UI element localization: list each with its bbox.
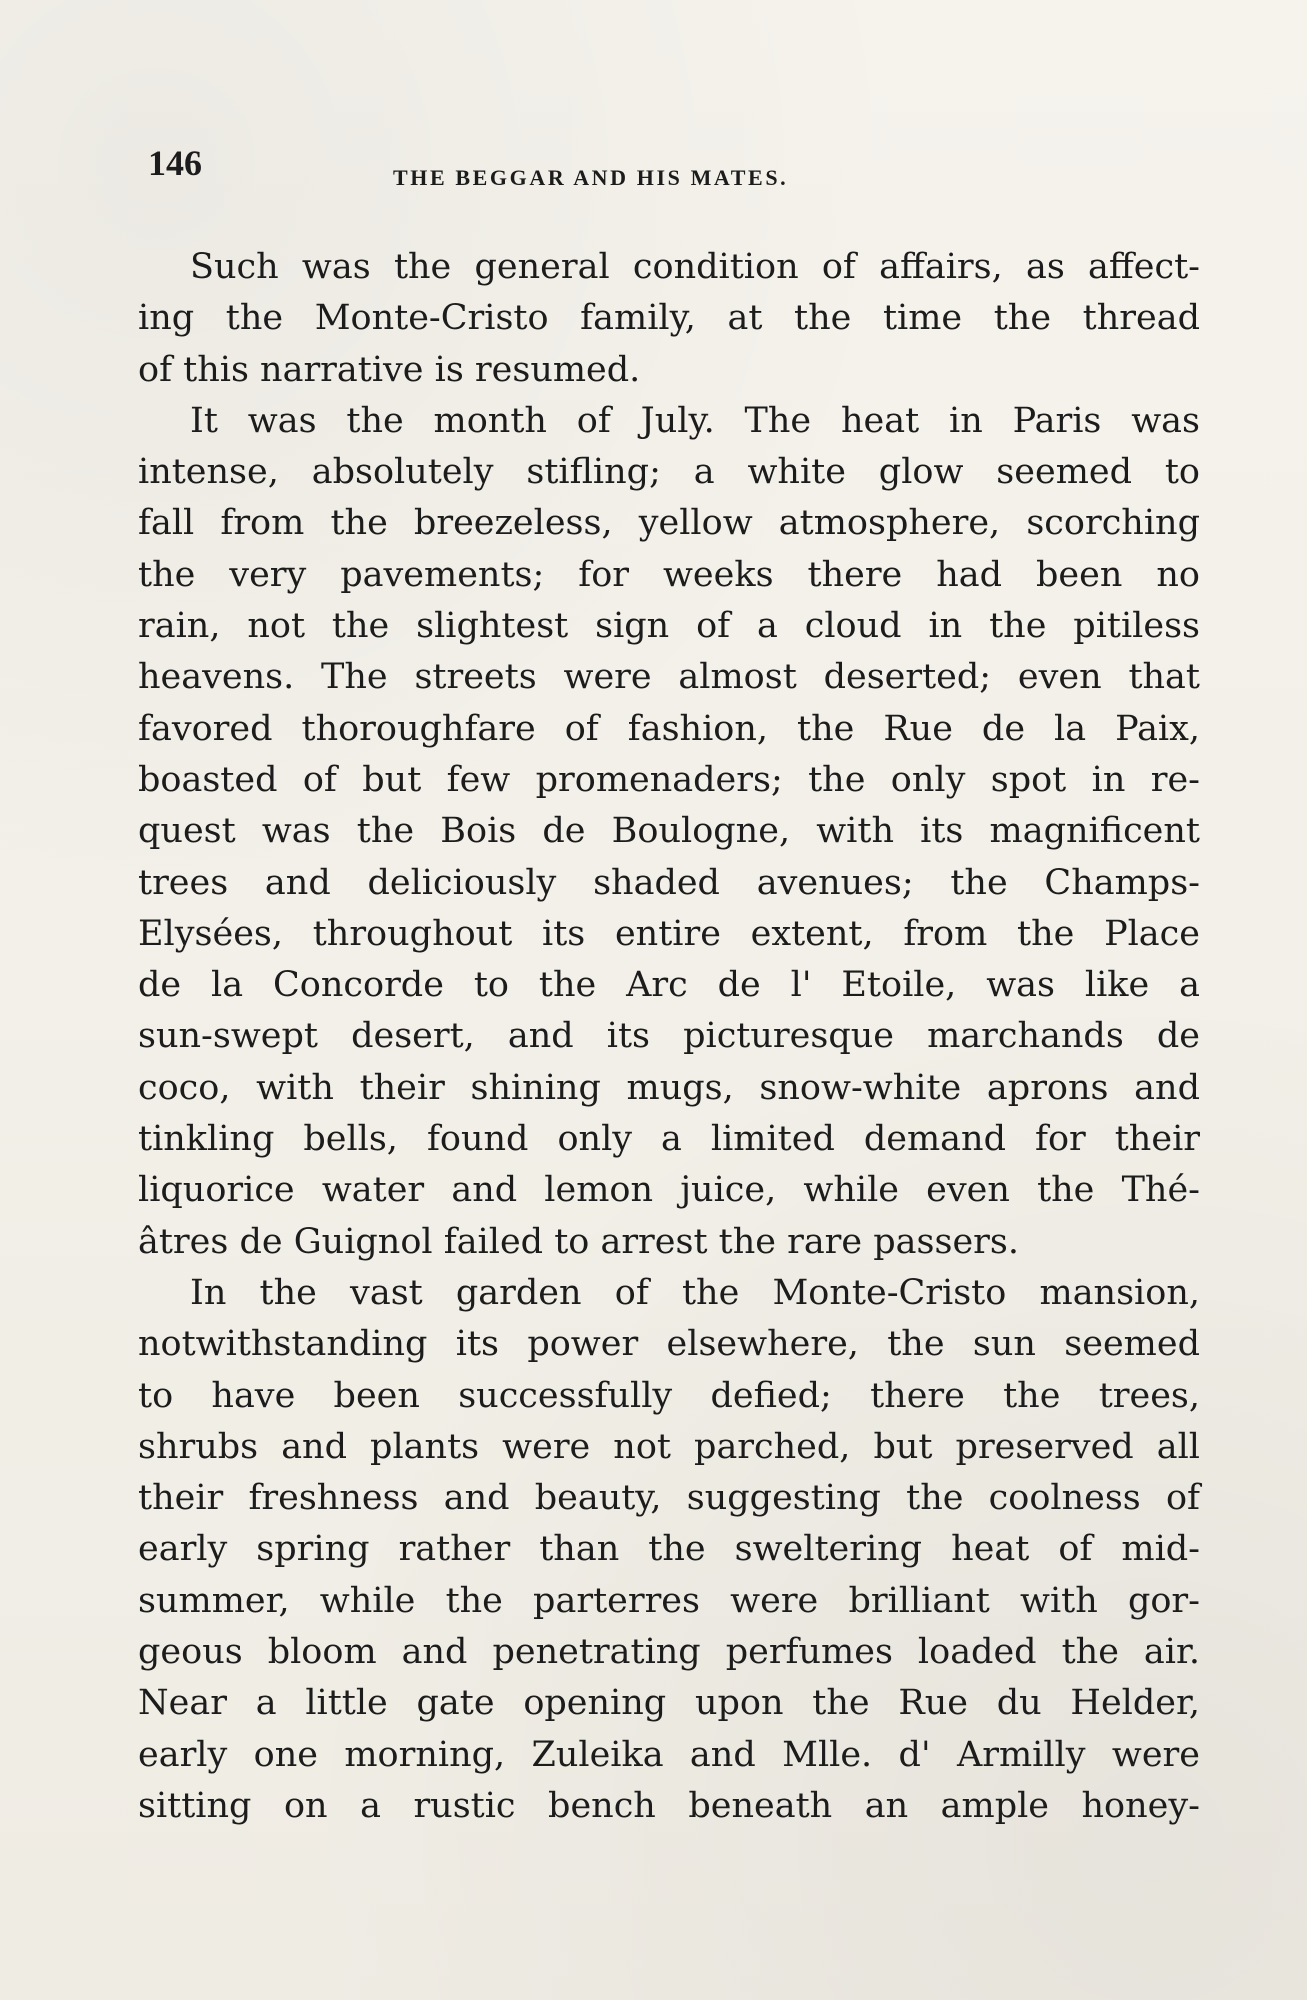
text-line: de la Concorde to the Arc de l' Etoile, was like a [138,965,1200,1006]
text-line: Elysées, throughout its entire extent, from the Place [138,913,1200,954]
page-number: 146 [148,143,202,183]
text-line: to have been successfully defied; there the trees, [138,1375,1200,1416]
text-line: notwithstanding its power elsewhere, the sun seemed [138,1324,1200,1365]
text-line: early spring rather than the sweltering heat of mid- [138,1529,1200,1570]
text-line: Near a little gate opening upon the Rue du Helder, [138,1683,1200,1724]
text-line: boasted of but few promenaders; the only spot in re- [138,759,1200,800]
text-line: sitting on a rustic bench beneath an ample honey- [138,1785,1200,1826]
text-line: summer, while the parterres were brilliant with gor- [138,1580,1200,1621]
text-line: Such was the general condition of affairs, as affect- [190,247,1200,287]
text-line: of this narrative is resumed. [138,349,641,390]
text-line: In the vast garden of the Monte-Cristo mansion, [190,1272,1200,1313]
text-line: ing the Monte-Cristo family, at the time the thread [138,298,1200,339]
text-line: the very pavements; for weeks there had been no [138,554,1200,595]
text-line: It was the month of July. The heat in Paris was [190,400,1200,441]
text-line: early one morning, Zuleika and Mlle. d' Armilly were [138,1734,1200,1775]
text-line: liquorice water and lemon juice, while even the Thé- [138,1170,1200,1211]
text-line: trees and deliciously shaded avenues; the Champs- [138,862,1200,903]
text-line: rain, not the slightest sign of a cloud in the pitiless [138,606,1200,647]
text-line: favored thoroughfare of fashion, the Rue de la Paix, [138,708,1200,749]
text-line: âtres de Guignol failed to arrest the rare passers. [138,1221,1019,1262]
text-line: heavens. The streets were almost deserted; even that [138,657,1200,698]
text-line: tinkling bells, found only a limited demand for their [138,1119,1200,1160]
page-header [148,145,1168,205]
running-head: THE BEGGAR AND HIS MATES. [393,165,789,190]
text-line: shrubs and plants were not parched, but preserved all [138,1426,1200,1467]
text-line: coco, with their shining mugs, snow-white aprons and [138,1067,1200,1108]
text-line: quest was the Bois de Boulogne, with its magnificent [138,811,1200,852]
text-line: their freshness and beauty, suggesting the coolness of [138,1478,1200,1519]
text-line: fall from the breezeless, yellow atmosphere, scorching [138,503,1200,544]
text-line: geous bloom and penetrating perfumes loaded the air. [138,1632,1200,1673]
body-text [138,242,1200,1832]
text-line: sun-swept desert, and its picturesque marchands de [138,1016,1200,1057]
text-line: intense, absolutely stifling; a white glow seemed to [138,452,1200,493]
